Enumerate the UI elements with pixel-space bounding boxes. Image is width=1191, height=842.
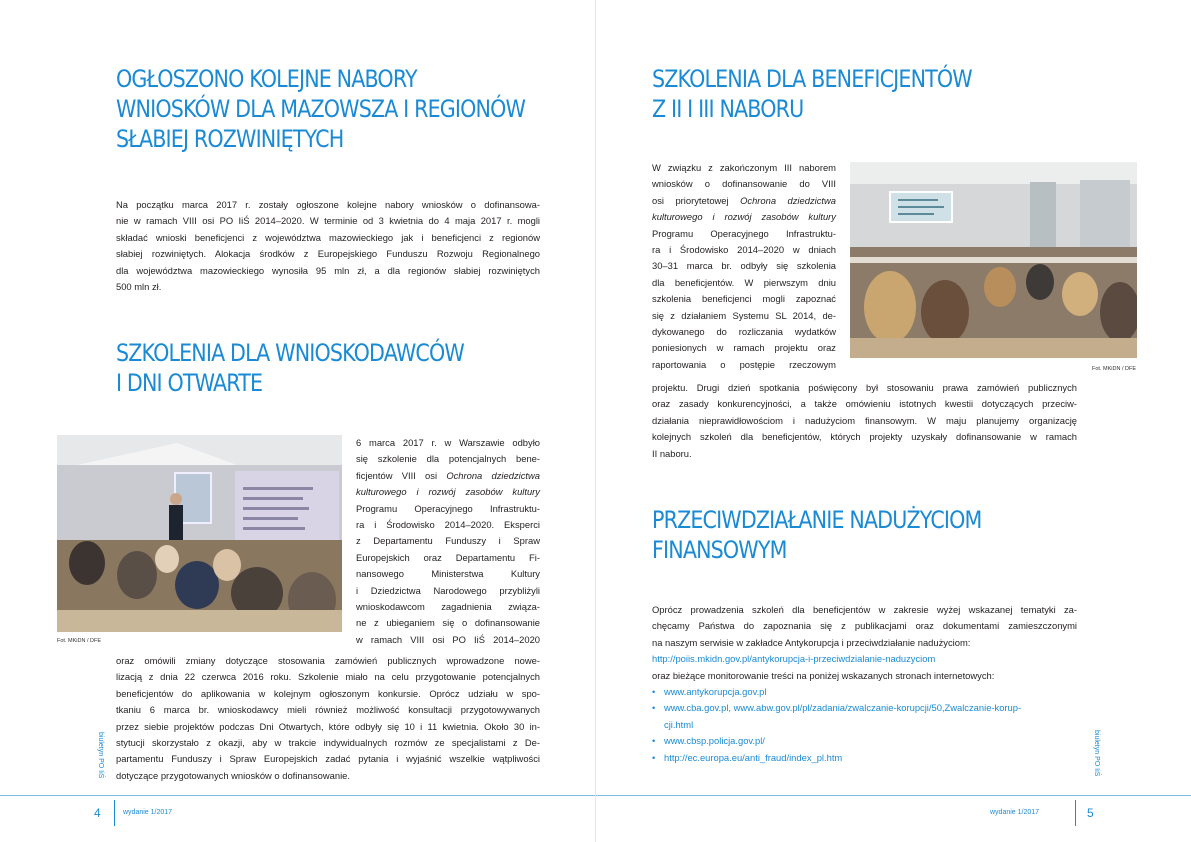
bullet-icon: • bbox=[652, 702, 656, 714]
training-photo-left bbox=[57, 435, 342, 632]
link-cbsp[interactable]: www.cbsp.policja.gov.pl/ bbox=[664, 735, 765, 747]
training-room-image bbox=[57, 435, 342, 632]
list-item bbox=[652, 684, 1077, 700]
link-cba-abw-continuation[interactable]: cji.html bbox=[664, 718, 694, 730]
link-antykorupcja[interactable]: www.antykorupcja.gov.pl bbox=[664, 686, 767, 698]
edition-label-left: wydanie 1/2017 bbox=[123, 809, 173, 816]
antikorupcja-main-link[interactable]: http://poiis.mkidn.gov.pl/antykorupcja-i-przeciwdzialanie-naduzyciom bbox=[652, 653, 936, 665]
list-item-continuation bbox=[652, 717, 1077, 733]
paragraph-nabory: Na początku marca 2017 r. zostały ogłoszone kolejne nabory wniosków o dofinansowa- nie w ramach VIII osi PO IiŚ 2014–2020. W terminie od 3 kwietnia do 4 maja 2017 r. mogli składać wnioski beneficjenci z województwa mazowieckiego jak i beneficjenci z regionów słabiej rozwiniętych. Alokacja środków z Europejskiego Funduszu Rozwoju Regionalnego dla województwa mazowieckiego wynosiła 95 mln zł, a dla regionów słabiej rozwiniętych 500 mln zł. bbox=[116, 199, 540, 293]
bullet-icon: • bbox=[652, 751, 656, 763]
footer-tick-right bbox=[1075, 800, 1076, 826]
column-text-right: W związku z zakończonym III naborem wniosków o dofinansowanie do VIII osi priorytetowej Ochrona dziedzictwa kulturowego i rozwój zasobów kultury Programu Operacyjnego Infrastruktu- ra i Środowisko 2014–2020 w dniach 30–31 marca br. odbyły się szkolenia dla beneficjentów. W pierwszym dniu szkolenia beneficjenci mogli zapoznać się z działaniem Systemu SL 2014, de- dykowanego do rozliczania wydatków poniesionych w ramach projektu oraz raportowania o postępie rzeczowym bbox=[652, 162, 836, 370]
training-photo-right bbox=[850, 162, 1137, 358]
conference-room-image bbox=[850, 162, 1137, 358]
article-title-szkolenia-beneficjentow: SZKOLENIA DLA BENEFICJENTÓW Z II I III NABORU bbox=[652, 65, 972, 123]
article-title-przeciwdzialanie: PRZECIWDZIAŁANIE NADUŻYCIOM FINANSOWYM bbox=[652, 506, 982, 564]
bullet-icon: • bbox=[652, 686, 656, 698]
link-olaf[interactable]: http://ec.europa.eu/anti_fraud/index_pl.htm bbox=[664, 751, 843, 763]
list-item bbox=[652, 750, 1077, 766]
bullet-icon: • bbox=[652, 735, 656, 747]
photo-caption-left: Fot. MKiDN / DFE bbox=[57, 638, 102, 644]
article-title-szkolenia-wnioskodawcow: SZKOLENIA DLA WNIOSKODAWCÓW I DNI OTWARTE bbox=[116, 339, 464, 397]
link-cba-abw[interactable]: www.cba.gov.pl, www.abw.gov.pl/pl/zadania/zwalczanie-korupcji/50,Zwalczanie-korup- bbox=[664, 702, 1022, 714]
article-title-nabory: OGŁOSZONO KOLEJNE NABORY WNIOSKÓW DLA MAZOWSZA I REGIONÓW SŁABIEJ ROZWINIĘTYCH bbox=[116, 65, 526, 153]
page-number-left: 4 bbox=[94, 806, 101, 820]
footer-rule-left bbox=[0, 795, 595, 796]
list-item bbox=[652, 733, 1077, 749]
edition-label-right: wydanie 1/2017 bbox=[990, 809, 1040, 816]
paragraph-szkolenia-full: oraz omówili zmiany dotyczące stosowania zamówień publicznych wprowadzone nowe- lizacją z dnia 22 czerwca 2016 roku. Szkolenie miało na celu przygotowanie potencjalnych beneficjentów do aplikowania w kolejnym ogłoszonym konkursie. Oprócz udziału w spo- tkaniu 6 marca br. wnioskodawcy mieli również możliwość konsultacji przygotowywanych przez siebie projektów podczas Dni Otwartych, które odbyły się 10 i 11 kwietnia. Około 30 in- stytucji skorzystało z okazji, aby w trakcie indywidualnych rozmów ze specjalistami z De- partamentu Funduszy i Spraw Europejskich zadać pytania i wyjaśnić wszelkie wątpliwości dotyczące przygotowanych wniosków o dofinansowanie. bbox=[116, 655, 540, 781]
left-page bbox=[0, 0, 595, 842]
footer-rule-right bbox=[596, 795, 1191, 796]
side-label-left: biuletyn PO IiŚ bbox=[97, 732, 104, 779]
column-text-left: 6 marca 2017 r. w Warszawie odbyło się szkolenie dla potencjalnych bene- ficjentów VIII osi Ochrona dziedzictwa kulturowego i rozwój zasobów kultury Programu Operacyjnego Infrastruktu- ra i Środowisko 2014–2020. Eksperci z Departamentu Funduszy i Spraw Europejskich oraz Departamentu Fi- nansowego Ministerstwa Kultury i Dziedzictwa Narodowego przybliżyli wnioskodawcom zagadnienia związa- ne z ubieganiem się o dofinansowanie w ramach VIII osi PO IiŚ 2014–2020 bbox=[356, 437, 540, 645]
footer-tick-left bbox=[114, 800, 115, 826]
links-list bbox=[652, 684, 1077, 766]
side-label-right: biuletyn PO IiŚ bbox=[1093, 730, 1100, 777]
page-number-right: 5 bbox=[1087, 806, 1094, 820]
list-item bbox=[652, 700, 1077, 716]
photo-caption-right: Fot. MKiDN / DFE bbox=[1092, 366, 1137, 372]
paragraph-szkolenia-beneficjentow-full: projektu. Drugi dzień spotkania poświęcony był stosowaniu prawa zamówień publicznych oraz zasady konkurencyjności, a także omówieniu istotnych kwestii dotyczących przeciw- działania nieprawidłowościom i nadużyciom finansowym. W maju planujemy organizację kolejnych szkoleń dla beneficjentów, których projekty uzyskały dofinansowanie w ramach II naboru. bbox=[652, 382, 1077, 459]
paragraph-przeciwdzialanie: Oprócz prowadzenia szkoleń dla beneficjentów w zakresie wyżej wskazanej tematyki za- chęcamy Państwa do zapoznania się z publikacjami oraz dokumentami zamieszczonymi na naszym serwisie w zakładce Antykorupcja i przeciwdziałanie nadużyciom: http://poiis.mkidn.gov.pl/antykorupcja-i-przeciwdzialanie-naduzyciom oraz bieżące monitorowanie treści na poniżej wskazanych stronach internetowych: • www.antykorupcja.gov.pl • www.cba.gov.pl, www.abw.gov.pl/pl/zadania/zwalczanie-korupcji/50,Zwalczanie-korup- cji.html • www.cbsp.policja.gov.pl/ • http://ec.europa.eu/anti_fraud/index_pl.htm bbox=[652, 602, 1077, 766]
right-page bbox=[596, 0, 1191, 842]
